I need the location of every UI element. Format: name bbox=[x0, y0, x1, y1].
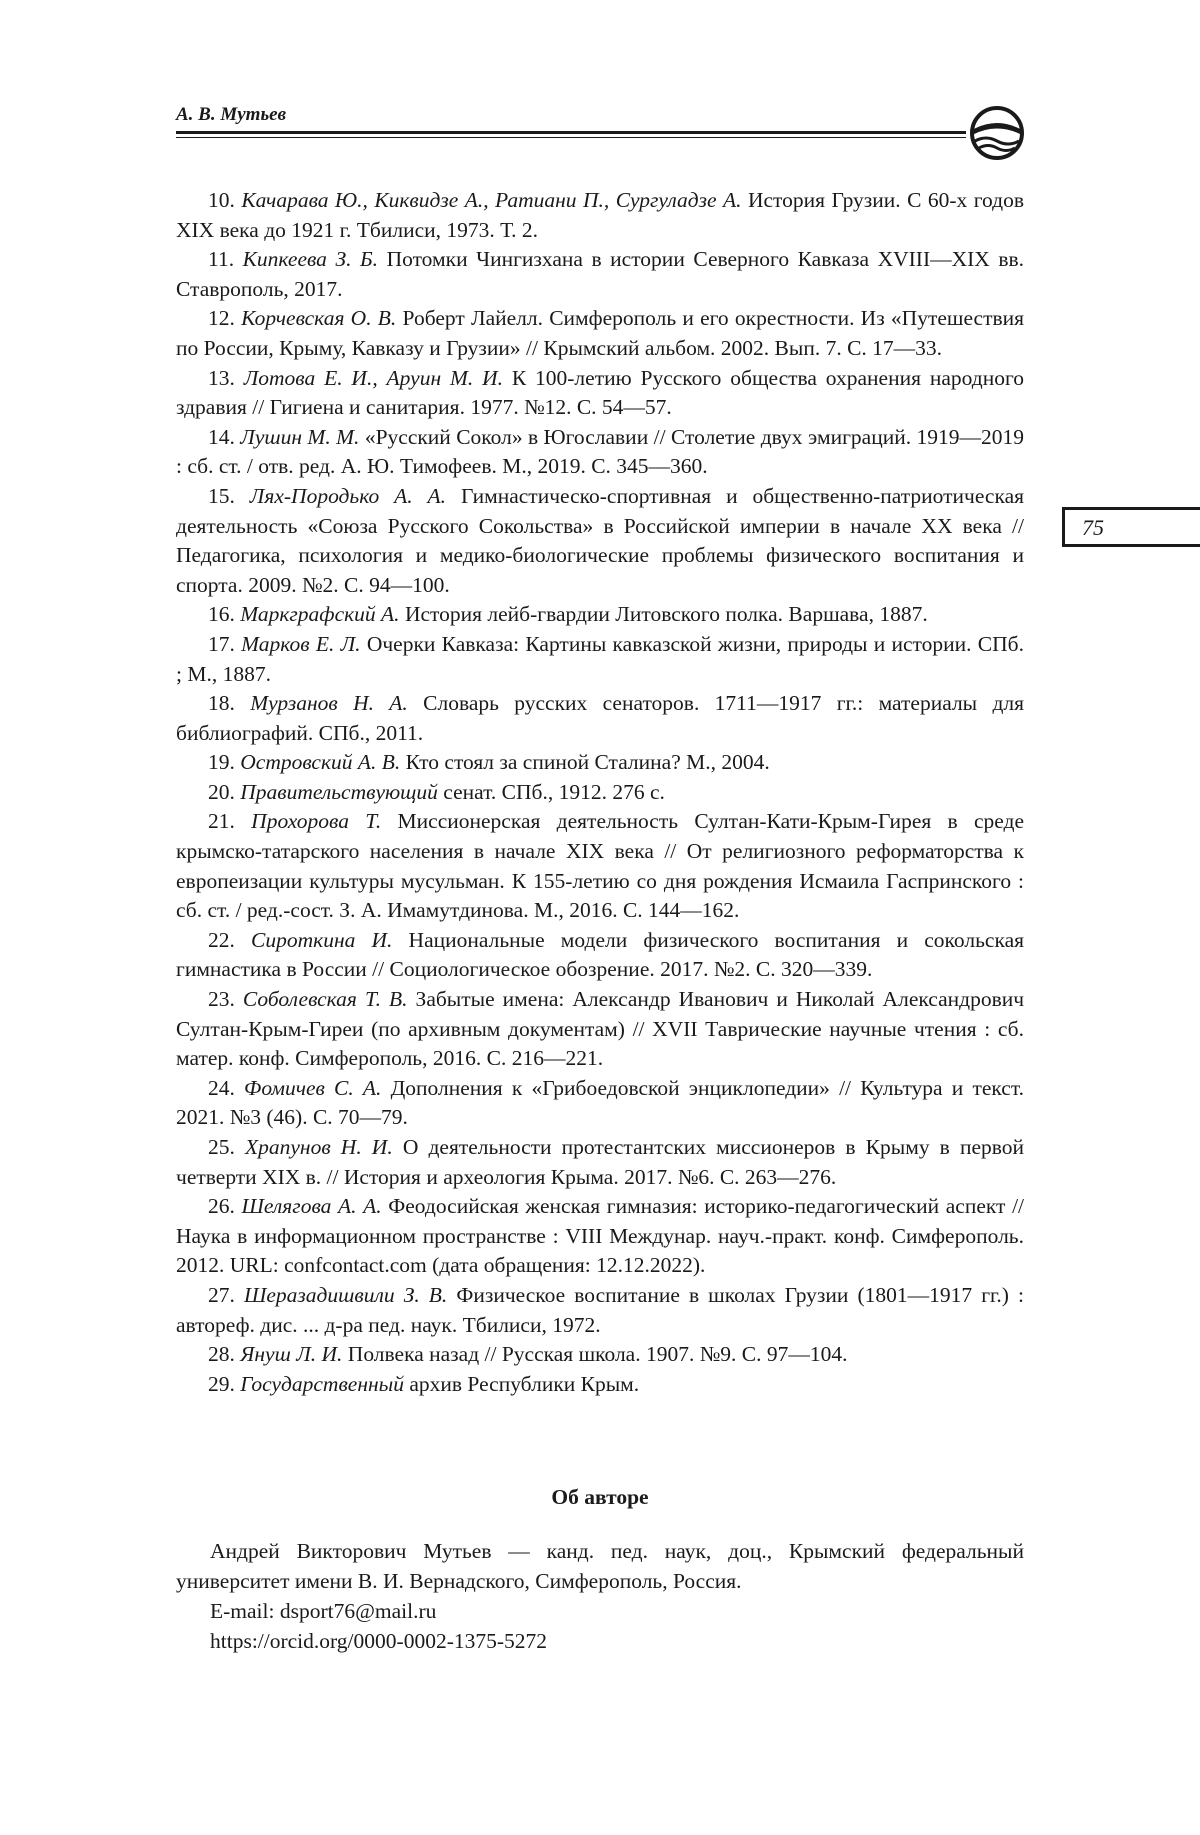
reference-author: Маркграфский А. bbox=[240, 602, 400, 627]
page-number: 75 bbox=[1082, 515, 1104, 540]
reference-number: 25. bbox=[208, 1135, 235, 1159]
reference-number: 22. bbox=[208, 927, 235, 952]
reference-number: 14. bbox=[208, 424, 235, 449]
reference-author: Лях-Породько А. А. bbox=[249, 483, 447, 508]
reference-author: Сироткина И. bbox=[251, 927, 393, 952]
reference-author: Шелягова А. А. bbox=[241, 1194, 382, 1219]
reference-author: Соболевская Т. В. bbox=[242, 987, 408, 1012]
reference-number: 21. bbox=[208, 809, 235, 834]
reference-number: 16. bbox=[208, 602, 235, 627]
reference-author: Фомичев С. А. bbox=[244, 1075, 382, 1100]
author-email: E-mail: dsport76@mail.ru bbox=[210, 1599, 437, 1623]
about-author-section bbox=[176, 1536, 1024, 1656]
reference-text: Словарь русских сенаторов. 1711—1917 гг.: материалы для библиографий. СПб., 2011. bbox=[176, 691, 1025, 745]
reference-item bbox=[176, 1074, 1024, 1133]
reference-item bbox=[176, 1281, 1024, 1340]
reference-item bbox=[176, 423, 1024, 482]
reference-text: История Грузии. С 60-х годов XIX века до 1921 г. Тбилиси, 1973. Т. 2. bbox=[176, 188, 1024, 242]
reference-number: 17. bbox=[208, 631, 235, 656]
page-number-box bbox=[1062, 507, 1200, 547]
reference-number: 27. bbox=[208, 1282, 235, 1307]
header-rule-thin bbox=[176, 137, 966, 138]
journal-logo-icon bbox=[968, 104, 1026, 162]
reference-text: Кто стоял за спиной Сталина? М., 2004. bbox=[405, 750, 770, 775]
reference-number: 28. bbox=[208, 1342, 235, 1367]
reference-text: Потомки Чингизхана в истории Северного Кавказа XVIII—XIX вв. Ставрополь, 2017. bbox=[176, 247, 1025, 301]
reference-list bbox=[176, 186, 1024, 1399]
reference-number: 12. bbox=[208, 306, 235, 331]
about-author-heading: Об авторе bbox=[551, 1485, 649, 1509]
reference-author: Правительствующий bbox=[240, 779, 438, 804]
reference-item bbox=[176, 807, 1024, 925]
reference-item bbox=[176, 985, 1024, 1074]
reference-author: Прохорова Т. bbox=[251, 809, 382, 834]
reference-text: Физическое воспитание в школах Грузии (1801—1917 гг.) : автореф. дис. ... д-ра пед. наук. Тбилиси, 1972. bbox=[176, 1282, 1025, 1337]
reference-item bbox=[176, 926, 1024, 985]
reference-author: Кипкеева З. Б. bbox=[242, 247, 379, 272]
reference-text: Гимнастическо-спортивная и общественно-патриотическая деятельность «Союза Русского Сокольства» в Российской империи в начале XX века // Педагогика, психология и медико-биологические проблемы физического воспитания и спорта. 2009. №2. С. 94—100. bbox=[176, 483, 1025, 597]
reference-author: Лушин М. М. bbox=[240, 424, 360, 449]
reference-text: «Русский Сокол» в Югославии // Столетие двух эмиграций. 1919—2019 : сб. ст. / отв. ред. А. Ю. Тимофеев. М., 2019. С. 345—360. bbox=[176, 424, 1025, 479]
reference-item bbox=[176, 364, 1024, 423]
reference-number: 26. bbox=[208, 1194, 235, 1219]
reference-item bbox=[176, 778, 1024, 808]
reference-number: 29. bbox=[208, 1371, 235, 1396]
reference-author: Государственный bbox=[240, 1371, 404, 1396]
reference-text: Полвека назад // Русская школа. 1907. №9. С. 97—104. bbox=[347, 1342, 848, 1367]
reference-author: Януш Л. И. bbox=[240, 1342, 343, 1367]
reference-item bbox=[176, 748, 1024, 778]
reference-author: Марков Е. Л. bbox=[241, 631, 361, 656]
reference-item bbox=[176, 1370, 1024, 1400]
reference-item bbox=[176, 245, 1024, 304]
reference-text: Дополнения к «Грибоедовской энциклопедии» // Культура и текст. 2021. №3 (46). С. 70—79. bbox=[176, 1075, 1024, 1130]
reference-item bbox=[176, 630, 1024, 689]
reference-item bbox=[176, 482, 1024, 600]
reference-number: 20. bbox=[208, 779, 235, 804]
reference-item bbox=[176, 600, 1024, 630]
reference-author: Шеразадишвили З. В. bbox=[243, 1282, 448, 1307]
reference-text: сенат. СПб., 1912. 276 с. bbox=[443, 779, 665, 804]
reference-author: Мурзанов Н. А. bbox=[250, 691, 408, 716]
reference-item bbox=[176, 1340, 1024, 1370]
reference-number: 24. bbox=[208, 1075, 235, 1100]
reference-text: Миссионерская деятельность Султан-Кати-Крым-Гирея в среде крымско-татарского населения в начале XIX века // От религиозного реформаторства к европеизации культуры мусульман. К 155-летию со дня рождения Исмаила Гаспринского : сб. ст. / ред.-сост. З. А. Имамутдинова. М., 2016. С. 144—162. bbox=[176, 809, 1025, 923]
reference-author: Лотова Е. И., Аруин М. И. bbox=[243, 365, 503, 390]
reference-number: 15. bbox=[208, 483, 235, 508]
reference-text: Феодосийская женская гимназия: историко-педагогический аспект // Наука в информационном пространстве : VIII Междунар. науч.-практ. конф. Симферополь. 2012. URL: confcontact.com (дата обращения: 12.12.2022). bbox=[176, 1194, 1025, 1278]
reference-item bbox=[176, 689, 1024, 748]
reference-number: 23. bbox=[208, 987, 235, 1012]
reference-text: История лейб-гвардии Литовского полка. Варшава, 1887. bbox=[404, 602, 928, 627]
reference-text: К 100-летию Русского общества охранения народного здравия // Гигиена и санитария. 1977. №12. С. 54—57. bbox=[176, 365, 1024, 420]
reference-text: Национальные модели физического воспитания и сокольская гимнастика в России // Социологическое обозрение. 2017. №2. С. 320—339. bbox=[176, 927, 1024, 982]
reference-number: 11. bbox=[208, 247, 235, 272]
running-header bbox=[176, 100, 1026, 140]
reference-text: Роберт Лайелл. Симферополь и его окрестности. Из «Путешествия по России, Крыму, Кавказу и Грузии» // Крымский альбом. 2002. Вып. 7. С. 17—33. bbox=[176, 306, 1025, 360]
reference-item bbox=[176, 304, 1024, 363]
reference-number: 18. bbox=[208, 691, 235, 716]
reference-text: архив Республики Крым. bbox=[409, 1371, 640, 1396]
reference-item bbox=[176, 1133, 1024, 1192]
header-author: А. В. Мутьев bbox=[176, 104, 287, 125]
reference-item bbox=[176, 1192, 1024, 1281]
reference-number: 13. bbox=[208, 365, 235, 390]
reference-author: Островский А. В. bbox=[240, 750, 401, 775]
reference-author: Качарава Ю., Киквидзе А., Ратиани П., Сургуладзе А. bbox=[241, 188, 742, 212]
reference-author: Храпунов Н. И. bbox=[245, 1135, 393, 1159]
reference-text: Забытые имена: Александр Иванович и Николай Александрович Султан-Крым-Гиреи (по архивным документам) // XVII Таврические научные чтения : сб. матер. конф. Симферополь, 2016. С. 216—221. bbox=[176, 987, 1025, 1071]
reference-text: О деятельности протестантских миссионеров в Крыму в первой четверти XIX в. // История и археология Крыма. 2017. №6. С. 263—276. bbox=[176, 1135, 1025, 1189]
reference-text: Очерки Кавказа: Картины кавказской жизни, природы и истории. СПб. ; М., 1887. bbox=[176, 631, 1024, 686]
author-orcid: https://orcid.org/0000-0002-1375-5272 bbox=[210, 1629, 548, 1653]
reference-number: 19. bbox=[208, 750, 235, 775]
header-rule-thick bbox=[176, 131, 966, 134]
reference-number: 10. bbox=[208, 188, 235, 212]
author-bio: Андрей Викторович Мутьев — канд. пед. наук, доц., Крымский федеральный университет имени В. И. Вернадского, Симферополь, Россия. bbox=[176, 1539, 1024, 1593]
reference-item bbox=[176, 186, 1024, 245]
reference-author: Корчевская О. В. bbox=[241, 306, 397, 331]
